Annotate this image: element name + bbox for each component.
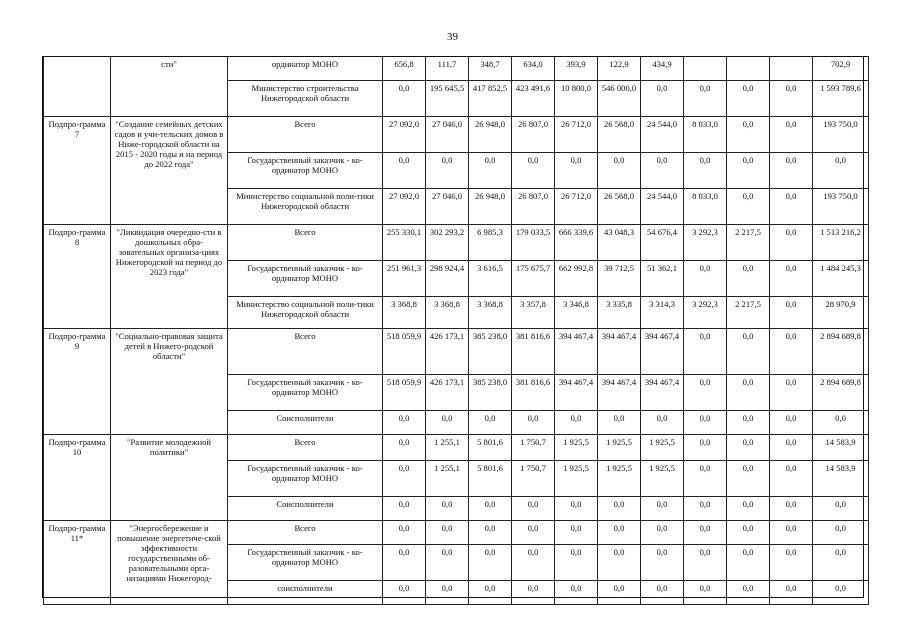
year-value-cell: 662 992,8: [555, 261, 598, 297]
year-value-cell: 3 368,8: [383, 297, 426, 329]
year-value-cell: 24 544,0: [641, 189, 684, 225]
funding-source-label: Государственный заказчик - ко-ординатор МОНО: [228, 153, 383, 189]
subprogram-name: Подпро-грамма 10: [44, 435, 111, 521]
year-value-cell: 0,0: [598, 153, 641, 189]
year-value-cell: 0,0: [770, 411, 813, 435]
year-value-cell: 26 712,0: [555, 117, 598, 153]
year-value-cell: 0,0: [383, 581, 426, 605]
year-value-cell: 0,0: [684, 521, 727, 545]
year-value-cell: 0,0: [469, 411, 512, 435]
year-value-cell: 27 092,0: [383, 189, 426, 225]
total-cell: 0,0: [813, 497, 869, 521]
year-value-cell: 0,0: [727, 81, 770, 117]
year-value-cell: 0,0: [512, 581, 555, 605]
funding-source-label: Министерство социальной поли-тики Нижегородской области: [228, 297, 383, 329]
year-value-cell: 0,0: [727, 461, 770, 497]
table-row: [44, 329, 869, 375]
year-value-cell: 0,0: [641, 521, 684, 545]
year-value-cell: 426 173,1: [426, 375, 469, 411]
year-value-cell: 385 238,0: [469, 329, 512, 375]
table-row: [44, 117, 869, 153]
year-value-cell: 5 801,6: [469, 435, 512, 461]
year-value-cell: 0,0: [770, 581, 813, 605]
year-value-cell: 0,0: [684, 435, 727, 461]
year-value-cell: 0,0: [727, 581, 770, 605]
year-value-cell: 0,0: [512, 521, 555, 545]
year-value-cell: 24 544,0: [641, 117, 684, 153]
year-value-cell: [770, 57, 813, 81]
year-value-cell: 3 357,8: [512, 297, 555, 329]
year-value-cell: 0,0: [684, 329, 727, 375]
year-value-cell: 0,0: [555, 581, 598, 605]
year-value-cell: 0,0: [727, 411, 770, 435]
year-value-cell: 26 807,0: [512, 117, 555, 153]
year-value-cell: 0,0: [770, 329, 813, 375]
year-value-cell: 5 801,6: [469, 461, 512, 497]
year-value-cell: 0,0: [598, 521, 641, 545]
year-value-cell: 0,0: [512, 153, 555, 189]
year-value-cell: 381 816,6: [512, 329, 555, 375]
year-value-cell: 2 217,5: [727, 225, 770, 261]
funding-source-label: Государственный заказчик - ко-ординатор МОНО: [228, 375, 383, 411]
subprogram-description: "Создание семейных детских садов и учи-тельских домов в Ниже-городской области на 2015 - 2020 годы и на период до 2022 года": [111, 117, 228, 225]
funding-source-label: Соисполнители: [228, 411, 383, 435]
year-value-cell: 666 339,6: [555, 225, 598, 261]
year-value-cell: 394 467,4: [598, 329, 641, 375]
year-value-cell: 0,0: [383, 461, 426, 497]
year-value-cell: 434,9: [641, 57, 684, 81]
year-value-cell: 0,0: [426, 545, 469, 581]
total-cell: 0,0: [813, 521, 869, 545]
table-row: [44, 521, 869, 545]
year-value-cell: 0,0: [770, 153, 813, 189]
year-value-cell: 0,0: [469, 497, 512, 521]
year-value-cell: 0,0: [555, 497, 598, 521]
subprogram-description: "Социально-правовая защита детей в Нижего-родской области": [111, 329, 228, 435]
total-cell: 2 894 689,8: [813, 375, 869, 411]
year-value-cell: 0,0: [641, 581, 684, 605]
year-value-cell: 0,0: [684, 461, 727, 497]
year-value-cell: 0,0: [426, 153, 469, 189]
year-value-cell: 0,0: [727, 189, 770, 225]
total-cell: 2 894 689,8: [813, 329, 869, 375]
year-value-cell: 394 467,4: [641, 329, 684, 375]
year-value-cell: 417 852,5: [469, 81, 512, 117]
year-value-cell: 1 255,1: [426, 461, 469, 497]
total-cell: 1 484 245,3: [813, 261, 869, 297]
year-value-cell: 0,0: [426, 521, 469, 545]
year-value-cell: 381 816,6: [512, 375, 555, 411]
year-value-cell: 26 568,0: [598, 117, 641, 153]
year-value-cell: 0,0: [469, 581, 512, 605]
year-value-cell: 0,0: [641, 411, 684, 435]
year-value-cell: 3 335,8: [598, 297, 641, 329]
year-value-cell: 656,8: [383, 57, 426, 81]
year-value-cell: 6 985,3: [469, 225, 512, 261]
year-value-cell: 3 292,3: [684, 225, 727, 261]
year-value-cell: 255 330,1: [383, 225, 426, 261]
year-value-cell: 3 314,3: [641, 297, 684, 329]
year-value-cell: 0,0: [555, 411, 598, 435]
year-value-cell: 546 000,0: [598, 81, 641, 117]
funding-source-label: ординатор МОНО: [228, 57, 383, 81]
year-value-cell: 26 712,0: [555, 189, 598, 225]
total-cell: 0,0: [813, 545, 869, 581]
funding-source-label: Всего: [228, 521, 383, 545]
year-value-cell: 0,0: [512, 497, 555, 521]
year-value-cell: 0,0: [641, 153, 684, 189]
year-value-cell: 39 712,5: [598, 261, 641, 297]
year-value-cell: 0,0: [684, 153, 727, 189]
total-cell: 14 583,9: [813, 435, 869, 461]
year-value-cell: 394 467,4: [641, 375, 684, 411]
year-value-cell: 1 750,7: [512, 461, 555, 497]
year-value-cell: 0,0: [770, 225, 813, 261]
year-value-cell: 179 033,5: [512, 225, 555, 261]
year-value-cell: 3 368,8: [469, 297, 512, 329]
year-value-cell: 26 568,0: [598, 189, 641, 225]
year-value-cell: 0,0: [727, 261, 770, 297]
total-cell: 0,0: [813, 411, 869, 435]
year-value-cell: [727, 57, 770, 81]
year-value-cell: 0,0: [727, 521, 770, 545]
year-value-cell: 43 048,3: [598, 225, 641, 261]
year-value-cell: 195 645,5: [426, 81, 469, 117]
total-cell: 14 583,9: [813, 461, 869, 497]
total-cell: 1 513 216,2: [813, 225, 869, 261]
year-value-cell: 518 059,9: [383, 375, 426, 411]
year-value-cell: 426 173,1: [426, 329, 469, 375]
year-value-cell: 0,0: [727, 153, 770, 189]
year-value-cell: 0,0: [383, 497, 426, 521]
year-value-cell: 1 925,5: [598, 461, 641, 497]
year-value-cell: 0,0: [641, 545, 684, 581]
year-value-cell: 51 362,1: [641, 261, 684, 297]
year-value-cell: 394 467,4: [555, 329, 598, 375]
subprogram-name: Подпро-грамма 8: [44, 225, 111, 329]
funding-source-label: Государственный заказчик - ко-ординатор МОНО: [228, 545, 383, 581]
year-value-cell: 0,0: [684, 261, 727, 297]
table-row: [44, 57, 869, 81]
year-value-cell: 393,9: [555, 57, 598, 81]
year-value-cell: 423 491,6: [512, 81, 555, 117]
year-value-cell: 0,0: [383, 411, 426, 435]
year-value-cell: 26 807,0: [512, 189, 555, 225]
subprogram-description: "Энергосбережение и повышение энергетиче-ской эффективности государственными об-разовательными орга-низациями Нижегород-: [111, 521, 228, 605]
year-value-cell: 0,0: [770, 81, 813, 117]
year-value-cell: 0,0: [770, 497, 813, 521]
subprogram-description: "Развитие молодежной политики": [111, 435, 228, 521]
year-value-cell: 0,0: [598, 411, 641, 435]
funding-source-label: соисполнители: [228, 581, 383, 605]
funding-source-label: Всего: [228, 225, 383, 261]
year-value-cell: 0,0: [770, 261, 813, 297]
year-value-cell: 0,0: [684, 411, 727, 435]
year-value-cell: 0,0: [598, 497, 641, 521]
year-value-cell: 1 925,5: [641, 461, 684, 497]
total-cell: 193 750,0: [813, 117, 869, 153]
year-value-cell: 1 750,7: [512, 435, 555, 461]
year-value-cell: 0,0: [383, 521, 426, 545]
year-value-cell: 0,0: [727, 329, 770, 375]
year-value-cell: [684, 57, 727, 81]
year-value-cell: 0,0: [598, 545, 641, 581]
total-cell: 193 750,0: [813, 189, 869, 225]
year-value-cell: 2 217,5: [727, 297, 770, 329]
year-value-cell: 1 925,5: [641, 435, 684, 461]
budget-table: [43, 56, 869, 605]
year-value-cell: 0,0: [383, 545, 426, 581]
year-value-cell: 394 467,4: [598, 375, 641, 411]
year-value-cell: 0,0: [770, 545, 813, 581]
year-value-cell: 0,0: [469, 153, 512, 189]
subprogram-description: сти": [111, 57, 228, 117]
year-value-cell: 0,0: [770, 117, 813, 153]
year-value-cell: 0,0: [641, 81, 684, 117]
funding-source-label: Государственный заказчик - ко-ординатор МОНО: [228, 261, 383, 297]
table-row: [44, 435, 869, 461]
year-value-cell: 26 948,0: [469, 117, 512, 153]
year-value-cell: 1 255,1: [426, 435, 469, 461]
year-value-cell: 8 033,0: [684, 189, 727, 225]
funding-source-label: Всего: [228, 435, 383, 461]
year-value-cell: 0,0: [383, 81, 426, 117]
year-value-cell: 394 467,4: [555, 375, 598, 411]
year-value-cell: 0,0: [469, 521, 512, 545]
year-value-cell: 0,0: [555, 545, 598, 581]
year-value-cell: 0,0: [684, 375, 727, 411]
year-value-cell: 1 925,5: [598, 435, 641, 461]
year-value-cell: 122,9: [598, 57, 641, 81]
year-value-cell: 0,0: [770, 435, 813, 461]
year-value-cell: 0,0: [770, 521, 813, 545]
page-number: 39: [447, 31, 458, 43]
year-value-cell: 634,0: [512, 57, 555, 81]
year-value-cell: 8 033,0: [684, 117, 727, 153]
year-value-cell: 0,0: [512, 545, 555, 581]
subprogram-name: Подпро-грамма 9: [44, 329, 111, 435]
year-value-cell: 27 046,0: [426, 189, 469, 225]
year-value-cell: 0,0: [426, 411, 469, 435]
subprogram-name: [44, 57, 111, 117]
year-value-cell: 3 616,5: [469, 261, 512, 297]
year-value-cell: 0,0: [684, 497, 727, 521]
year-value-cell: 1 925,5: [555, 461, 598, 497]
total-cell: 1 593 789,6: [813, 81, 869, 117]
year-value-cell: 111,7: [426, 57, 469, 81]
year-value-cell: 3 346,8: [555, 297, 598, 329]
year-value-cell: 27 046,0: [426, 117, 469, 153]
year-value-cell: 0,0: [684, 545, 727, 581]
funding-source-label: Всего: [228, 329, 383, 375]
year-value-cell: 0,0: [383, 153, 426, 189]
year-value-cell: 385 238,0: [469, 375, 512, 411]
total-cell: 0,0: [813, 581, 869, 605]
subprogram-name: Подпро-грамма 11*: [44, 521, 111, 605]
year-value-cell: 251 961,3: [383, 261, 426, 297]
subprogram-description: "Ликвидация очередно-сти в дошкольных обра-зовательных организа-циях Нижегородской на период до 2023 года": [111, 225, 228, 329]
year-value-cell: 0,0: [770, 189, 813, 225]
year-value-cell: 0,0: [512, 411, 555, 435]
year-value-cell: 0,0: [770, 375, 813, 411]
year-value-cell: 0,0: [770, 461, 813, 497]
year-value-cell: 0,0: [426, 581, 469, 605]
year-value-cell: 27 092,0: [383, 117, 426, 153]
year-value-cell: 0,0: [727, 375, 770, 411]
year-value-cell: 0,0: [684, 581, 727, 605]
year-value-cell: 0,0: [555, 521, 598, 545]
table-body: [44, 57, 869, 605]
year-value-cell: 0,0: [770, 297, 813, 329]
funding-source-label: Государственный заказчик - ко-ординатор МОНО: [228, 461, 383, 497]
year-value-cell: 10 800,0: [555, 81, 598, 117]
year-value-cell: 518 059,9: [383, 329, 426, 375]
funding-source-label: Министерство строительства Нижегородской области: [228, 81, 383, 117]
year-value-cell: 0,0: [555, 153, 598, 189]
year-value-cell: 302 293,2: [426, 225, 469, 261]
year-value-cell: 3 292,3: [684, 297, 727, 329]
year-value-cell: 1 925,5: [555, 435, 598, 461]
year-value-cell: 0,0: [426, 497, 469, 521]
total-cell: 28 970,9: [813, 297, 869, 329]
funding-source-label: Министерство социальной поли-тики Нижегородской области: [228, 189, 383, 225]
year-value-cell: 0,0: [684, 81, 727, 117]
year-value-cell: 0,0: [383, 435, 426, 461]
year-value-cell: 348,7: [469, 57, 512, 81]
year-value-cell: 0,0: [598, 581, 641, 605]
year-value-cell: 26 948,0: [469, 189, 512, 225]
year-value-cell: 0,0: [727, 117, 770, 153]
funding-source-label: Соисполнители: [228, 497, 383, 521]
year-value-cell: 0,0: [727, 545, 770, 581]
table-row: [44, 225, 869, 261]
year-value-cell: 0,0: [469, 545, 512, 581]
year-value-cell: 298 924,4: [426, 261, 469, 297]
year-value-cell: 3 368,8: [426, 297, 469, 329]
year-value-cell: 175 675,7: [512, 261, 555, 297]
subprogram-name: Подпро-грамма 7: [44, 117, 111, 225]
year-value-cell: 0,0: [641, 497, 684, 521]
year-value-cell: 0,0: [727, 435, 770, 461]
year-value-cell: 0,0: [727, 497, 770, 521]
total-cell: 702,9: [813, 57, 869, 81]
funding-source-label: Всего: [228, 117, 383, 153]
total-cell: 0,0: [813, 153, 869, 189]
year-value-cell: 54 676,4: [641, 225, 684, 261]
